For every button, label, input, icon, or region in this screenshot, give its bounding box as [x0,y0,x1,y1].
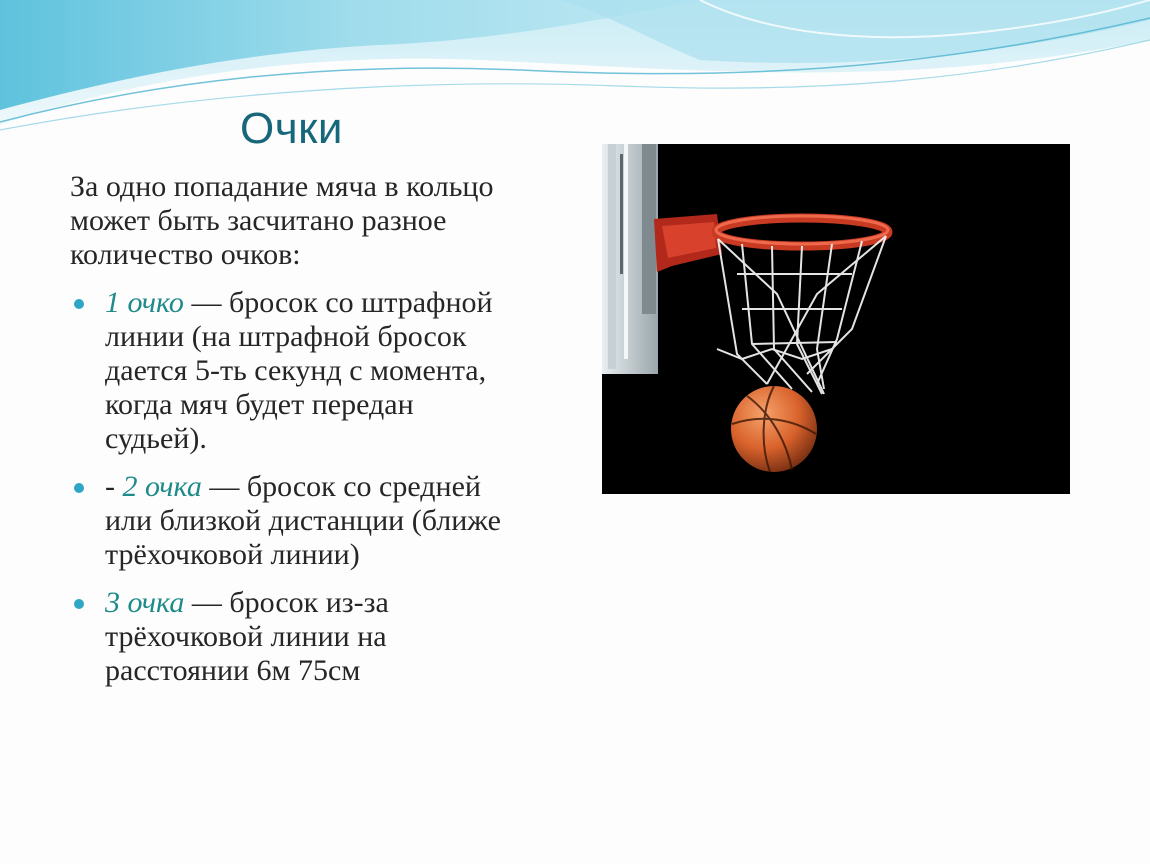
slide-body [70,170,520,702]
point-term: 2 очка [122,470,202,503]
slide-title: Очки [240,104,343,153]
intro-text: За одно попадание мяча в кольцо может быть засчитано разное количество очков: [70,170,494,271]
basketball-hoop-photo [602,144,1070,494]
decorative-wave-header [0,0,1150,140]
point-text: — бросок со штрафной линии (на штрафной бросок дается 5-ть секунд с момента, когда мяч будет передан судьей). [105,286,493,455]
basketball-icon [731,386,817,472]
point-text: — бросок из-за трёхочковой линии на расстоянии 6м 75см [105,586,389,687]
point-prefix: - [105,470,123,503]
list-item [70,586,520,688]
list-item [70,286,520,456]
bullet-icon [74,483,84,493]
bullet-icon [74,599,84,609]
point-text: — бросок со средней или близкой дистанции (ближе трёхочковой линии) [105,470,501,571]
bullet-icon [74,299,84,309]
point-term: 3 очка [105,586,185,619]
point-term: 1 очко [105,286,184,319]
list-item [70,470,520,572]
points-list [70,286,520,688]
